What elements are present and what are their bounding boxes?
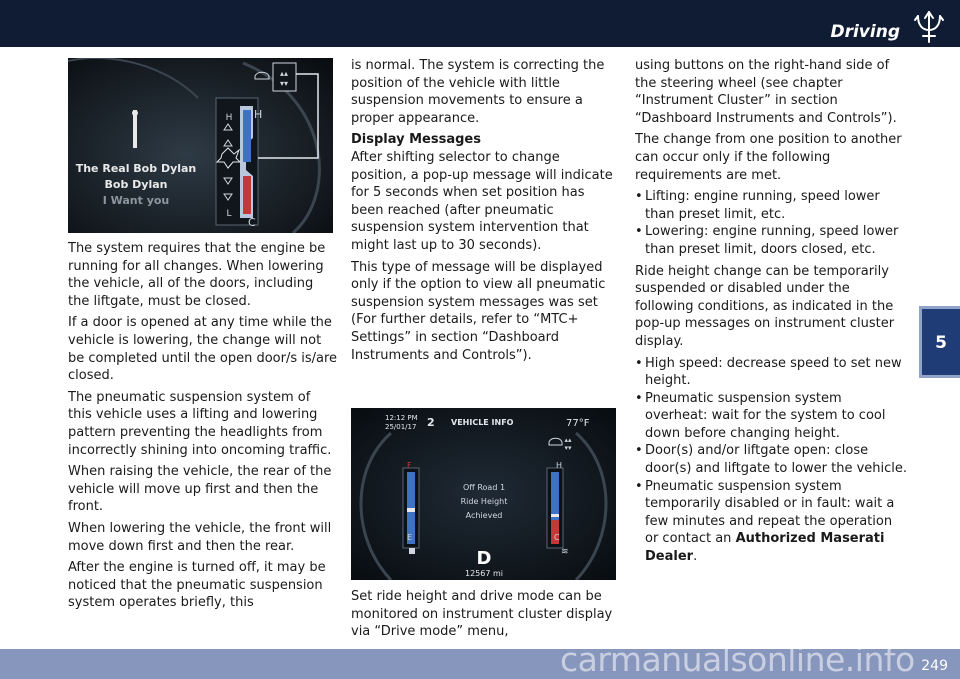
- vehicle-info-title: VEHICLE INFO: [451, 418, 514, 427]
- footer-bar: [0, 640, 960, 679]
- odometer-reading: 12567 mi: [464, 569, 504, 578]
- paragraph: If a door is opened at any time while the vehicle is lowering, the change will not be completed until the open door/s is/are closed.: [68, 315, 338, 384]
- paragraph: When lowering the vehicle, the front will move down first and then the rear.: [68, 520, 332, 554]
- paragraph: After shifting selector to change position, a pop-up message will indicate for 5 seconds when set position has been reached (after pneumatic suspension system intervention that might last up to 30 seconds).: [351, 149, 613, 253]
- list-item: • Pneumatic suspension system overheat: wait for the system to cool down before changing height.: [635, 390, 907, 443]
- list-item: • High speed: decrease speed to set new height.: [635, 355, 907, 390]
- conditions-list: [635, 355, 907, 566]
- list-item: [635, 478, 907, 566]
- scale-top-label: H: [225, 113, 233, 123]
- text-column-2: [351, 57, 613, 368]
- list-item: • Door(s) and/or liftgate open: close door(s) and liftgate to lower the vehicle.: [635, 442, 907, 477]
- fuel-full-label: F: [407, 461, 412, 470]
- list-item-text: Pneumatic suspension system temporarily disabled or in fault: wait a few minutes and repeat the operation or contact an: [645, 478, 895, 547]
- media-artist: Bob Dylan: [104, 178, 168, 191]
- paragraph: After the engine is turned off, it may be noticed that the pneumatic suspension system operates briefly, this: [68, 560, 326, 611]
- paragraph: The change from one position to another can occur only if the following requirements are met.: [635, 132, 902, 183]
- page-number: 249: [921, 658, 948, 674]
- scale-bottom-label: L: [226, 209, 232, 219]
- temp-cold-label: C: [554, 533, 560, 542]
- list-item: • Lifting: engine running, speed lower than preset limit, etc.: [635, 188, 907, 223]
- popup-message-line2: Ride Height: [460, 497, 508, 506]
- paragraph: Set ride height and drive mode can be monitored on instrument cluster display via “Drive mode” menu,: [351, 589, 613, 640]
- header-bar: [0, 0, 960, 47]
- chapter-number: 5: [935, 333, 947, 353]
- popup-message-line3: Achieved: [465, 511, 503, 520]
- svg-text:▴▴: ▴▴: [564, 436, 572, 444]
- ride-height-gauge-figure: [68, 58, 333, 233]
- text-column-2-continued: [351, 588, 613, 645]
- clock-date: 25/01/17: [385, 423, 417, 431]
- list-item-end: .: [693, 549, 698, 565]
- text-column-1: [68, 240, 338, 616]
- section-title: Driving: [830, 22, 900, 42]
- clock-time: 12:12 PM: [385, 414, 418, 422]
- gauge-bottom-label: C: [248, 216, 256, 229]
- svg-text:≋: ≋: [561, 547, 569, 557]
- paragraph: using buttons on the right-hand side of the steering wheel (see chapter “Instrument Cluster” in section “Dashboard Instruments and Controls”).: [635, 58, 897, 126]
- svg-text:▴▴: ▴▴: [279, 69, 289, 78]
- paragraph: The pneumatic suspension system of this vehicle uses a lifting and lowering pattern preventing the headlights from incorrectly shining into oncoming traffic.: [68, 389, 332, 458]
- paragraph: The system requires that the engine be running for all changes. When lowering the vehicle, all of the doors, including the liftgate, must be closed.: [68, 241, 326, 309]
- media-title: The Real Bob Dylan: [75, 162, 197, 175]
- list-item: • Lowering: engine running, speed lower than preset limit, doors closed, etc.: [635, 223, 907, 258]
- section-heading: Display Messages: [351, 132, 481, 148]
- fuel-empty-label: E: [407, 533, 413, 542]
- paragraph: This type of message will be displayed only if the option to view all pneumatic suspension system messages was set (For further details, refer to “MTC+ Settings” in section “Dashboard Instruments and Controls”).: [351, 259, 606, 363]
- paragraph: When raising the vehicle, the rear of the vehicle will move up first and then the front.: [68, 464, 332, 515]
- instrument-cluster-figure: [351, 408, 616, 580]
- media-album: I Want you: [102, 194, 170, 207]
- svg-text:▾▾: ▾▾: [279, 79, 289, 88]
- paragraph: is normal. The system is correcting the position of the vehicle with little suspension movements to ensure a proper appearance.: [351, 58, 605, 126]
- gear-indicator: D: [476, 548, 492, 569]
- watermark-text: carmanualsonline.info: [560, 640, 915, 679]
- trident-logo-icon: [912, 8, 946, 44]
- chapter-tab[interactable]: [919, 306, 960, 378]
- gauge-top-label: H: [254, 108, 263, 121]
- svg-text:▾▾: ▾▾: [564, 444, 572, 452]
- outside-temperature: 77°F: [566, 418, 590, 429]
- requirements-list: [635, 188, 907, 258]
- text-column-3: [635, 57, 907, 570]
- gear-indicator-small: 2: [427, 416, 435, 429]
- dealer-reference: Authorized Maserati Dealer: [645, 531, 885, 565]
- paragraph: Ride height change can be temporarily suspended or disabled under the following conditions, as indicated in the pop-up messages on instrument cluster display.: [635, 263, 895, 349]
- popup-message-line1: Off Road 1: [462, 483, 506, 492]
- temp-hot-label: H: [556, 461, 563, 470]
